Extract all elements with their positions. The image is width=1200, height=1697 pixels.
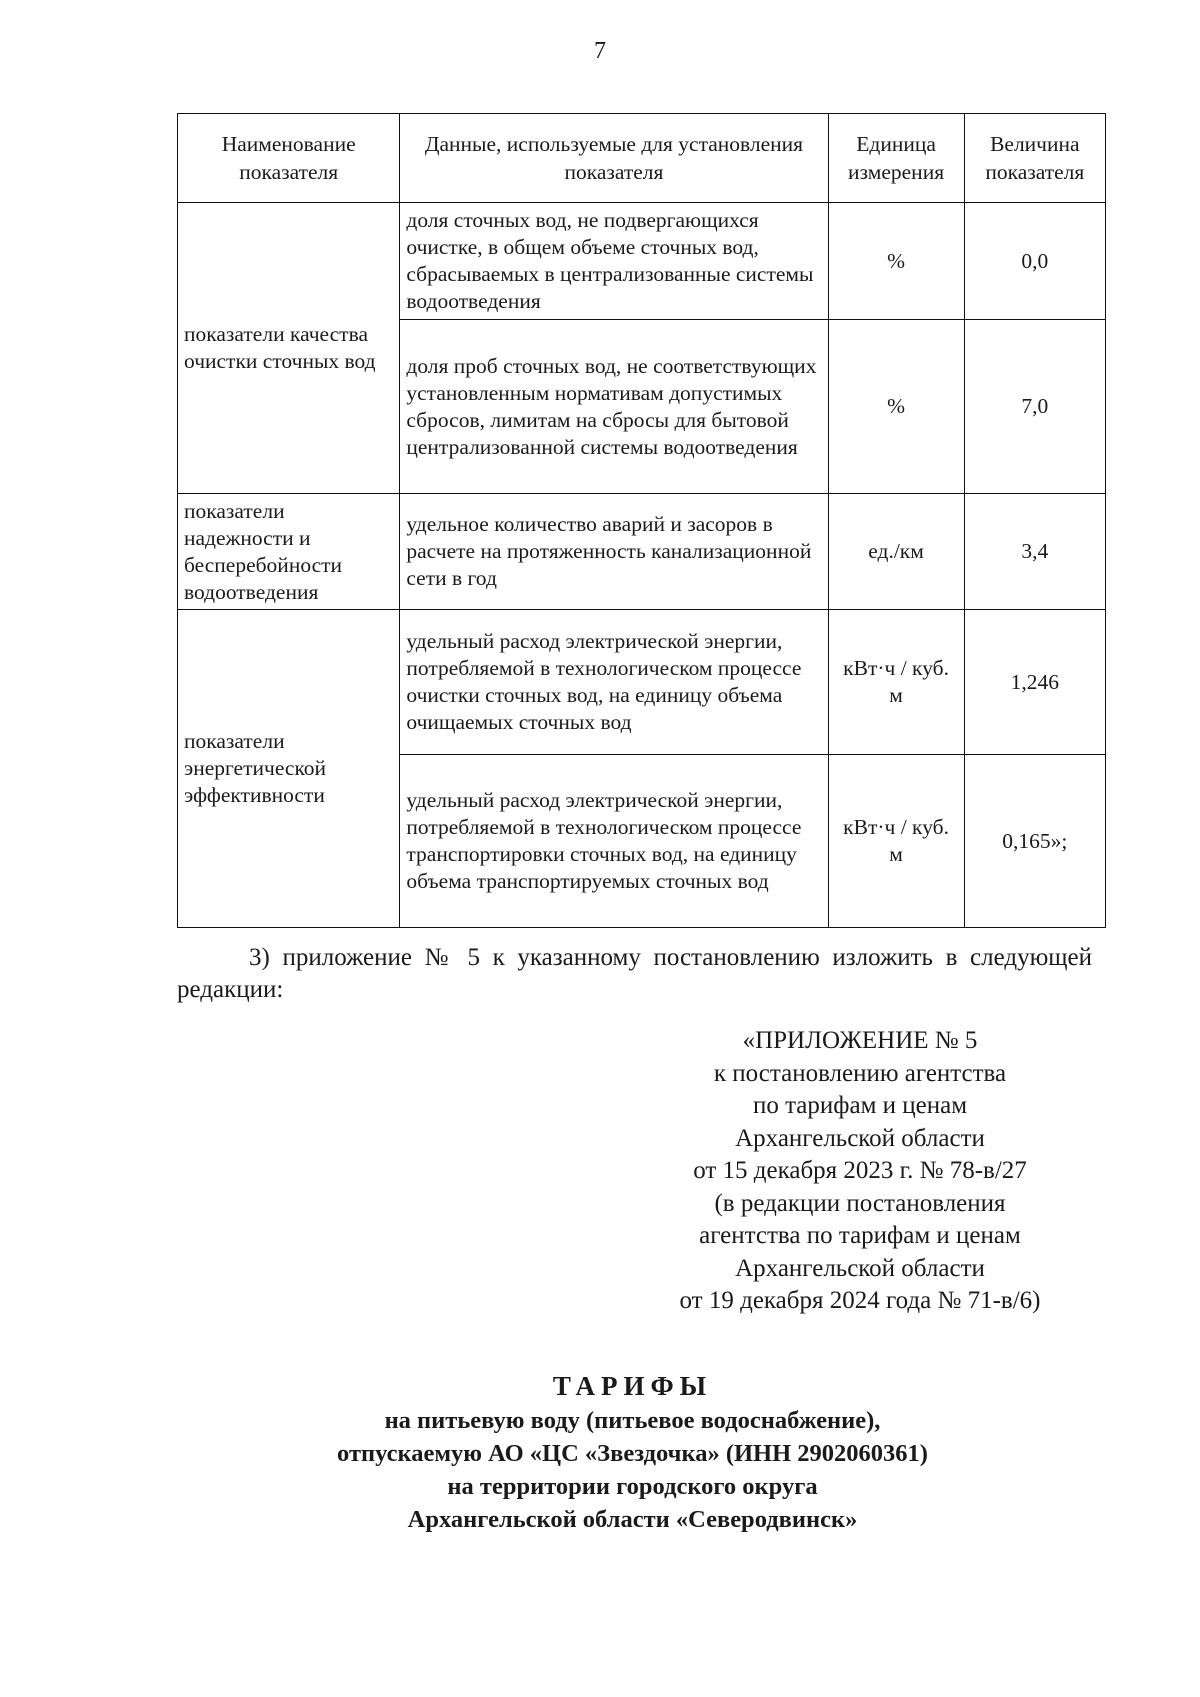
group-name-cell: показатели надежности и бесперебойности водоотведения [178, 494, 400, 610]
appendix-line: Архангельской области [735, 1254, 985, 1282]
value-cell: 0,165»; [964, 755, 1105, 928]
unit-cell: % [828, 320, 964, 494]
data-cell: удельный расход электрической энергии, потребляемой в технологическом процессе очистки сточных вод, на единицу объема очищаемых сточных вод [400, 610, 828, 755]
appendix-line: Архангельской области [735, 1124, 985, 1152]
title-line: на территории городского округа [447, 1473, 818, 1500]
appendix-line: (в редакции постановления [714, 1189, 1006, 1217]
document-title [0, 1368, 1200, 1536]
group-name-cell: показатели энергетической эффективности [178, 610, 400, 928]
appendix-header [655, 1025, 1065, 1318]
table-row [178, 610, 1106, 755]
data-cell: удельное количество аварий и засоров в расчете на протяженность канализационной сети в год [400, 494, 828, 610]
indicators-table [177, 113, 1106, 928]
amendment-paragraph: 3) приложение № 5 к указанному постановлению изложить в следующей редакции: [177, 944, 1092, 1003]
header-name: Наименование показателя [178, 114, 400, 203]
appendix-line: от 15 декабря 2023 г. № 78-в/27 [693, 1157, 1027, 1184]
appendix-line: по тарифам и ценам [752, 1092, 968, 1119]
header-data: Данные, используемые для установления показателя [400, 114, 828, 203]
page-number: 7 [594, 38, 606, 64]
appendix-line: агентства по тарифам и ценам [699, 1222, 1021, 1249]
header-unit: Единица измерения [828, 114, 964, 203]
data-cell: удельный расход электрической энергии, потребляемой в технологическом процессе транспортировки сточных вод, на единицу объема транспортируемых сточных вод [400, 755, 828, 928]
group-name-cell: показатели качества очистки сточных вод [178, 203, 400, 494]
appendix-line: «ПРИЛОЖЕНИЕ № 5 [742, 1027, 978, 1054]
title-main: ТАРИФЫ [552, 1371, 713, 1401]
data-cell: доля сточных вод, не подвергающихся очистке, в общем объеме сточных вод, сбрасываемых в централизованные системы водоотведения [400, 203, 828, 320]
value-cell: 1,246 [964, 610, 1105, 755]
unit-cell: ед./км [828, 494, 964, 610]
table-header-row [178, 114, 1106, 203]
table-row [178, 494, 1106, 610]
appendix-line: к постановлению агентства [713, 1059, 1007, 1087]
table-row [178, 203, 1106, 320]
unit-cell: % [828, 203, 964, 320]
value-cell: 3,4 [964, 494, 1105, 610]
value-cell: 0,0 [964, 203, 1105, 320]
header-value: Величина показателя [964, 114, 1105, 203]
title-line: отпускаемую АО «ЦС «Звездочка» (ИНН 2902060361) [337, 1440, 928, 1467]
unit-cell: кВт·ч / куб. м [828, 610, 964, 755]
title-line: Архангельской области «Северодвинск» [407, 1506, 858, 1533]
unit-cell: кВт·ч / куб. м [828, 755, 964, 928]
value-cell: 7,0 [964, 320, 1105, 494]
title-line: на питьевую воду (питьевое водоснабжение), [384, 1407, 881, 1434]
appendix-line: от 19 декабря 2024 года № 71-в/6) [679, 1287, 1041, 1314]
data-cell: доля проб сточных вод, не соответствующих установленным нормативам допустимых сбросов, лимитам на сбросы для бытовой централизованной системы водоотведения [400, 320, 828, 494]
